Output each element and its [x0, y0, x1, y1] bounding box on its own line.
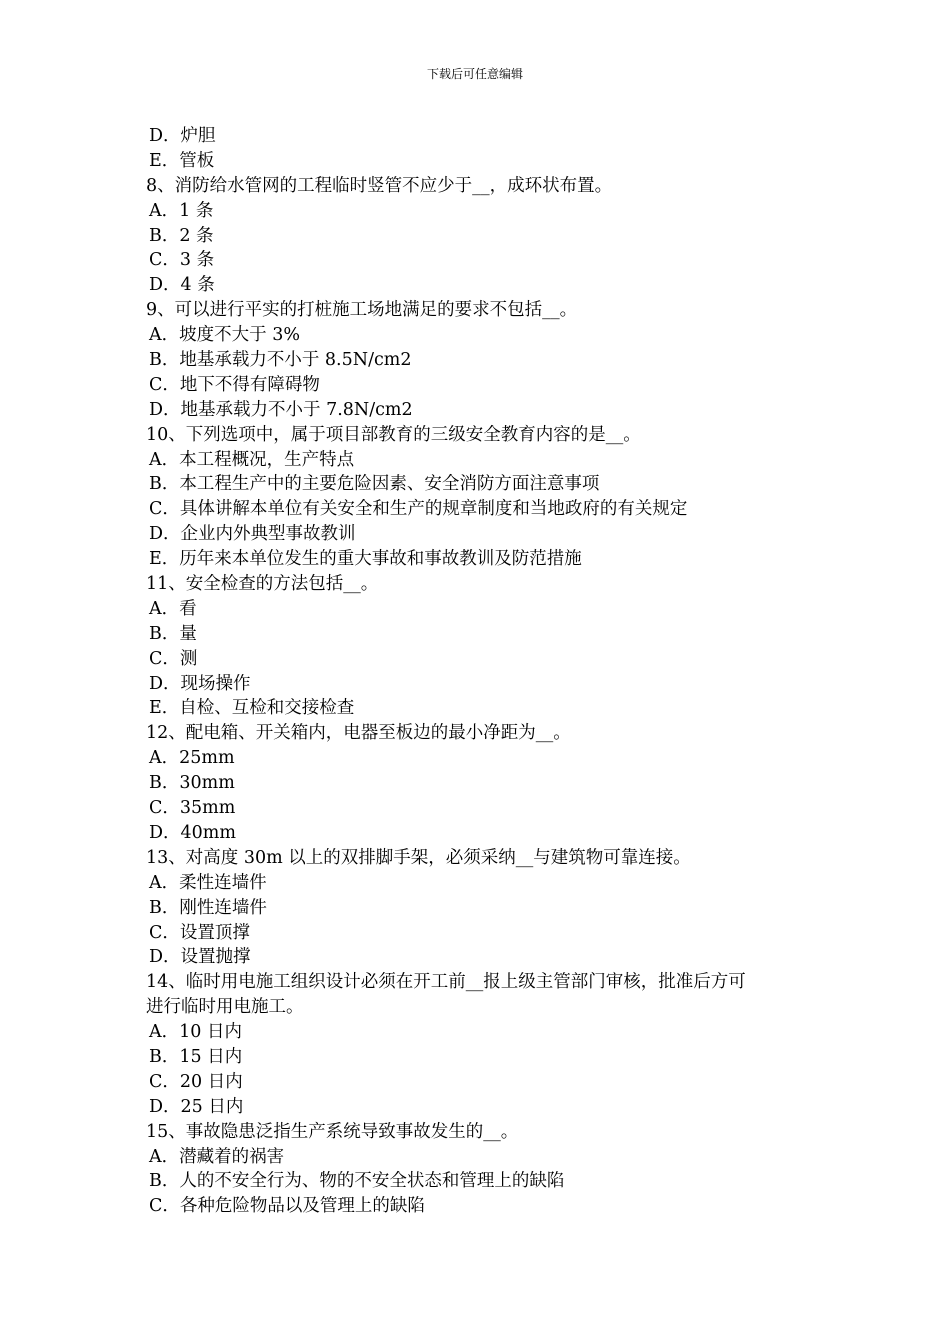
answer-option: C．各种危险物品以及管理上的缺陷 — [149, 1196, 425, 1217]
answer-option: A．潜藏着的祸害 — [149, 1146, 285, 1167]
answer-option: D．4 条 — [149, 275, 215, 296]
answer-option: C．3 条 — [149, 250, 215, 271]
answer-option: C．设置顶撑 — [149, 922, 250, 943]
answer-option: A．柔性连墙件 — [149, 872, 267, 893]
answer-option: B．人的不安全行为、物的不安全状态和管理上的缺陷 — [149, 1171, 565, 1192]
answer-option: B．地基承载力不小于 8.5N/cm2 — [149, 350, 412, 371]
answer-option: D．炉胆 — [149, 126, 216, 146]
question-text: 13、对高度 30m 以上的双排脚手架，必须采纳__与建筑物可靠连接。 — [146, 847, 691, 868]
answer-option: E．历年来本单位发生的重大事故和事故教训及防范措施 — [149, 549, 582, 570]
question-text: 10、下列选项中，属于项目部教育的三级安全教育内容的是__。 — [146, 424, 641, 445]
answer-option: E．管板 — [149, 150, 215, 171]
answer-option: B．刚性连墙件 — [149, 897, 267, 918]
question-text: 14、临时用电施工组织设计必须在开工前__报上级主管部门审核，批准后方可 — [146, 972, 746, 993]
answer-option: C．20 日内 — [149, 1071, 243, 1092]
answer-option: B．15 日内 — [149, 1046, 243, 1067]
answer-option: D．现场操作 — [149, 673, 251, 694]
answer-option: E．自检、互检和交接检查 — [149, 698, 355, 719]
answer-option: C．测 — [149, 648, 198, 669]
answer-option: C．35mm — [149, 798, 236, 819]
answer-option: C．地下不得有障碍物 — [149, 374, 320, 395]
answer-option: D．企业内外典型事故教训 — [149, 524, 356, 545]
answer-option: D．地基承载力不小于 7.8N/cm2 — [149, 399, 413, 420]
question-text: 8、消防给水管网的工程临时竖管不应少于__，成环状布置。 — [146, 175, 613, 196]
question-text: 11、安全检查的方法包括__。 — [146, 574, 379, 595]
answer-option: A．1 条 — [149, 200, 214, 221]
answer-option: D．40mm — [149, 822, 236, 843]
answer-option: D．25 日内 — [149, 1096, 244, 1117]
answer-option: B．30mm — [149, 773, 235, 794]
question-text: 进行临时用电施工。 — [146, 997, 304, 1018]
answer-option: D．设置抛撑 — [149, 947, 251, 968]
answer-option: B．量 — [149, 623, 197, 644]
page-header: 下载后可任意编辑 — [426, 67, 523, 81]
answer-option: A．25mm — [149, 748, 235, 769]
answer-option: A．10 日内 — [149, 1022, 242, 1043]
question-text: 15、事故隐患泛指生产系统导致事故发生的__。 — [146, 1121, 519, 1142]
answer-option: B．本工程生产中的主要危险因素、安全消防方面注意事项 — [149, 474, 600, 495]
answer-option: A．看 — [149, 598, 197, 619]
answer-option: A．坡度不大于 3% — [149, 325, 300, 346]
question-text: 12、配电箱、开关箱内，电器至板边的最小净距为__。 — [146, 723, 571, 744]
answer-option: B．2 条 — [149, 225, 214, 246]
answer-option: C．具体讲解本单位有关安全和生产的规章制度和当地政府的有关规定 — [149, 499, 688, 520]
question-text: 9、可以进行平实的打桩施工场地满足的要求不包括__。 — [146, 300, 578, 321]
document-body — [146, 124, 826, 1219]
answer-option: A．本工程概况，生产特点 — [149, 449, 355, 470]
